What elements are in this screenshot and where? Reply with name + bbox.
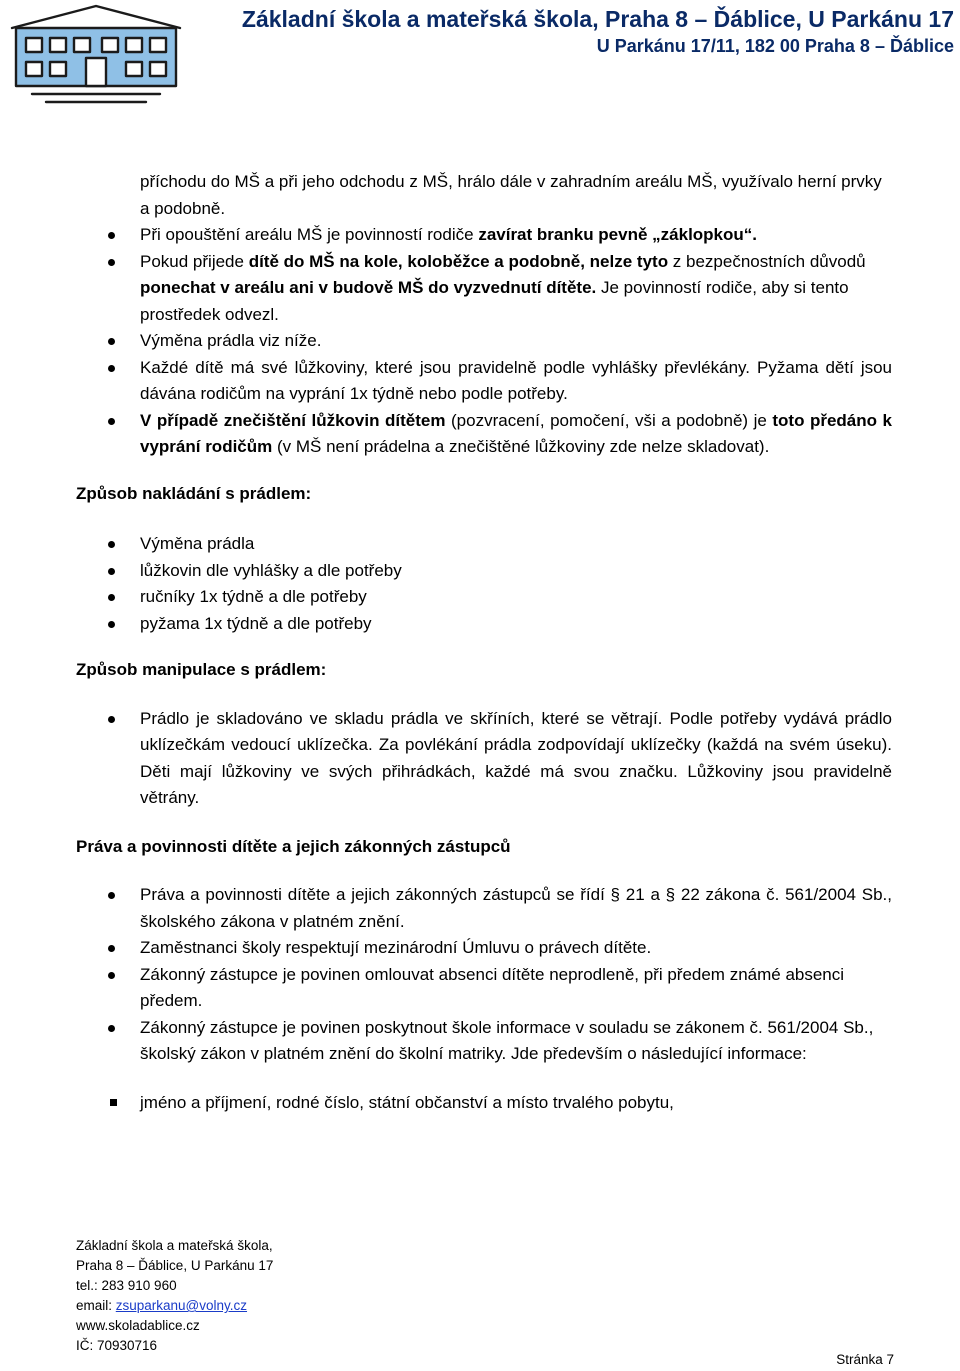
info-square-list bbox=[76, 1090, 892, 1117]
footer-ic: IČ: 70930716 bbox=[76, 1338, 158, 1353]
list-item: Zákonný zástupce je povinen poskytnout škole informace v souladu se zákonem č. 561/2004 Sb., školský zákon v platném znění do školní matriky. Jde především o následující informace: bbox=[76, 1015, 892, 1068]
list-item: jméno a příjmení, rodné číslo, státní občanství a místo trvalého pobytu, bbox=[76, 1090, 892, 1117]
intro-bullet-list bbox=[76, 169, 892, 461]
list-item: Výměna prádla bbox=[76, 531, 892, 558]
list-item-bedding: Každé dítě má své lůžkoviny, které jsou pravidelně podle vyhlášky převlékány. Pyžama dětí jsou dávána rodičům na vyprání 1x týdně nebo podle potřeby. bbox=[76, 355, 892, 408]
header-school-name: Základní škola a mateřská škola, Praha 8 – Ďáblice, U Parkánu 17 bbox=[241, 6, 954, 32]
footer-phone: tel.: 283 910 960 bbox=[76, 1278, 177, 1293]
linen-manipulation-list bbox=[76, 706, 892, 812]
list-item-continuation: příchodu do MŠ a při jeho odchodu z MŠ, hrálo dále v zahradním areálu MŠ, využívalo herní prvky a podobně. bbox=[140, 172, 882, 218]
list-item: pyžama 1x týdně a dle potřeby bbox=[76, 611, 892, 638]
list-item: Práva a povinnosti dítěte a jejich zákonných zástupců se řídí § 21 a § 22 zákona č. 561/2004 Sb., školského zákona v platném znění. bbox=[76, 882, 892, 935]
list-item-bikes: Pokud přijede dítě do MŠ na kole, koloběžce a podobně, nelze tyto z bezpečnostních důvodů ponechat v areálu ani v budově MŠ do vyzvednutí dítěte. Je povinností rodiče, aby si tento prostředek odvezl. bbox=[76, 249, 892, 329]
list-item-soiled-bedding: V případě znečištění lůžkovin dítětem (pozvracení, pomočení, vši a podobně) je toto předáno k vyprání rodičům (v MŠ není prádelna a znečištěné lůžkoviny zde nelze skladovat). bbox=[76, 408, 892, 461]
list-item: Zákonný zástupce je povinen omlouvat absenci dítěte neprodleně, při předem známé absenci předem. bbox=[76, 962, 892, 1015]
list-item: Prádlo je skladováno ve skladu prádla ve skříních, které se větrají. Podle potřeby vydává prádlo uklízečkám vedoucí uklízečka. Za povlékání prádla zodpovídají uklízečky (každá na svém úseku). Děti mají lůžkoviny ve svých přihrádkách, každé má svou značku. Lůžkoviny jsou pravidelně větrány. bbox=[76, 706, 892, 812]
footer-school-name: Základní škola a mateřská škola, bbox=[76, 1238, 273, 1253]
linen-handling-list bbox=[76, 531, 892, 637]
list-item-gate: Při opouštění areálu MŠ je povinností rodiče zavírat branku pevně „záklopkou“. bbox=[76, 222, 892, 249]
document-body bbox=[76, 169, 892, 1116]
school-building-icon bbox=[6, 2, 186, 110]
heading-linen-manipulation: Způsob manipulace s prádlem: bbox=[76, 660, 327, 679]
footer-address: Praha 8 – Ďáblice, U Parkánu 17 bbox=[76, 1258, 274, 1273]
heading-linen-handling: Způsob nakládání s prádlem: bbox=[76, 483, 312, 503]
page-number: Stránka 7 bbox=[836, 1352, 894, 1367]
header-address: U Parkánu 17/11, 182 00 Praha 8 – Ďáblice bbox=[596, 36, 954, 56]
list-item-linen-exchange: Výměna prádla viz níže. bbox=[76, 328, 892, 355]
footer-email-row: email: zsuparkanu@volny.cz bbox=[76, 1298, 248, 1313]
footer-website: www.skoladablice.cz bbox=[76, 1318, 200, 1333]
list-item: ručníky 1x týdně a dle potřeby bbox=[76, 584, 892, 611]
list-item: lůžkovin dle vyhlášky a dle potřeby bbox=[76, 558, 892, 585]
list-item: Zaměstnanci školy respektují mezinárodní Úmluvu o právech dítěte. bbox=[76, 935, 892, 962]
heading-rights-duties: Práva a povinnosti dítěte a jejich zákonných zástupců bbox=[76, 836, 511, 856]
rights-duties-list bbox=[76, 882, 892, 1068]
footer-contact bbox=[76, 1236, 273, 1356]
email-link[interactable]: zsuparkanu@volny.cz bbox=[115, 1298, 248, 1313]
